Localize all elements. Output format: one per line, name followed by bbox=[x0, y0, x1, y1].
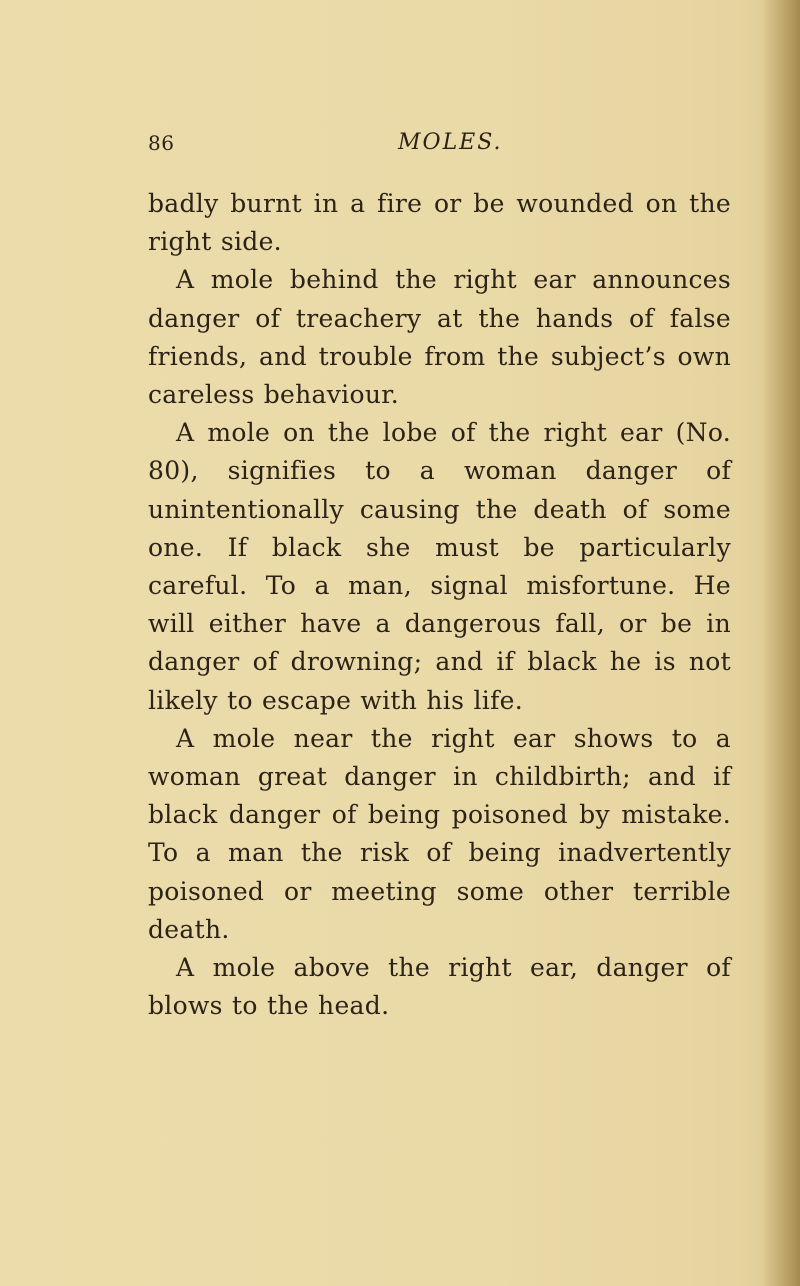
page-number: 86 bbox=[148, 131, 175, 155]
paragraph: A mole above the right ear, danger of blows to the head. bbox=[148, 953, 731, 1021]
body-text bbox=[148, 185, 731, 1025]
paragraph: badly burnt in a fire or be wounded on the right side. bbox=[148, 189, 731, 257]
page-edge-shadow bbox=[762, 0, 800, 1286]
running-head: MOLES. bbox=[398, 130, 503, 155]
paragraph: A mole on the lobe of the right ear (No. 80), signifies to a woman danger of unintentionally causing the death of some one. If black she must be particularly careful. To a man, signal misfortune. He will either have a dangerous fall, or be in danger of drowning; and if black he is not likely to escape with his life. bbox=[148, 418, 731, 715]
page-header bbox=[148, 131, 728, 165]
paragraph: A mole near the right ear shows to a woman great danger in childbirth; and if black danger of being poisoned by mistake. To a man the risk of being inadvertently poisoned or meeting some other terrible death. bbox=[148, 723, 731, 944]
paragraph: A mole behind the right ear announces danger of treachery at the hands of false friends, and trouble from the subject’s own careless behaviour. bbox=[148, 265, 731, 410]
